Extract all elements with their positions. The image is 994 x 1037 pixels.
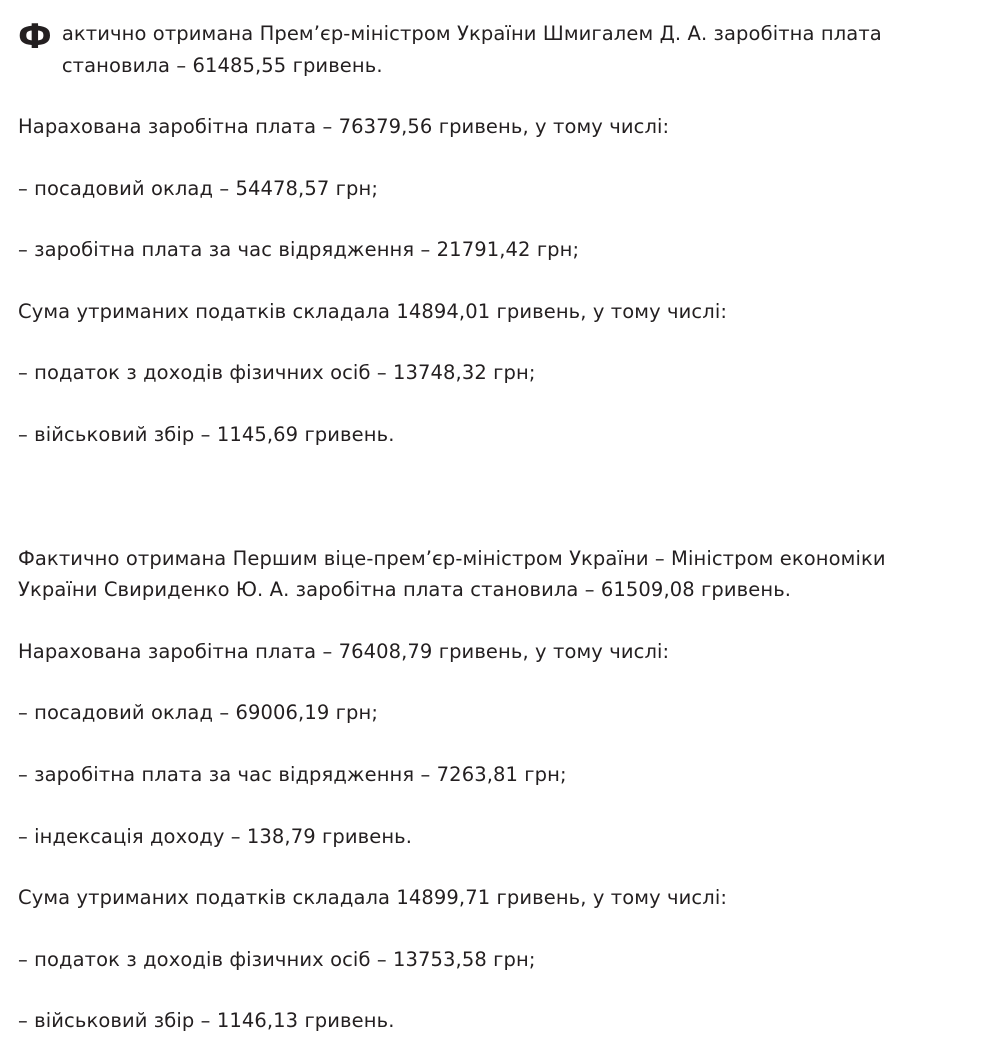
tax-item-1-1: – військовий збір – 1145,69 гривень. [18, 423, 395, 447]
salary-item-2-2: – індексація доходу – 138,79 гривень. [18, 824, 413, 848]
salary-item-2-0: – посадовий оклад – 69006,19 грн; [18, 701, 378, 725]
tax-item-1-0: – податок з доходів фізичних осіб – 13748,32 грн; [18, 361, 536, 385]
tax-item-2-1: – військовий збір – 1146,13 гривень. [18, 1009, 395, 1033]
accrued-salary-2: Нарахована заробітна плата – 76408,79 гривень, у тому числі: [18, 639, 670, 663]
accrued-salary-1: Нарахована заробітна плата – 76379,56 гривень, у тому числі: [18, 115, 670, 139]
drop-cap-letter: Ф [18, 17, 52, 57]
section-prime-minister [18, 18, 970, 451]
taxes-intro-2: Сума утриманих податків складала 14899,71 гривень, у тому числі: [18, 886, 728, 910]
taxes-intro-1: Сума утриманих податків складала 14894,01 гривень, у тому числі: [18, 299, 728, 323]
intro-paragraph-1 [18, 18, 970, 81]
tax-item-2-0: – податок з доходів фізичних осіб – 13753,58 грн; [18, 947, 536, 971]
salary-item-2-1: – заробітна плата за час відрядження – 7263,81 грн; [18, 762, 567, 786]
section-divider-space [18, 481, 970, 543]
intro-text-1: актично отримана Прем’єр-міністром України Шмигалем Д. А. заробітна плата становила – 61485,55 гривень. [61, 22, 882, 77]
salary-item-1-0: – посадовий оклад – 54478,57 грн; [18, 176, 378, 200]
salary-item-1-1: – заробітна плата за час відрядження – 21791,42 грн; [18, 238, 580, 262]
section-first-vice-prime-minister [18, 543, 970, 1037]
intro-paragraph-2: Фактично отримана Першим віце-прем’єр-міністром України – Міністром економіки України Свириденко Ю. А. заробітна плата становила – 61509,08 гривень. [18, 546, 886, 602]
